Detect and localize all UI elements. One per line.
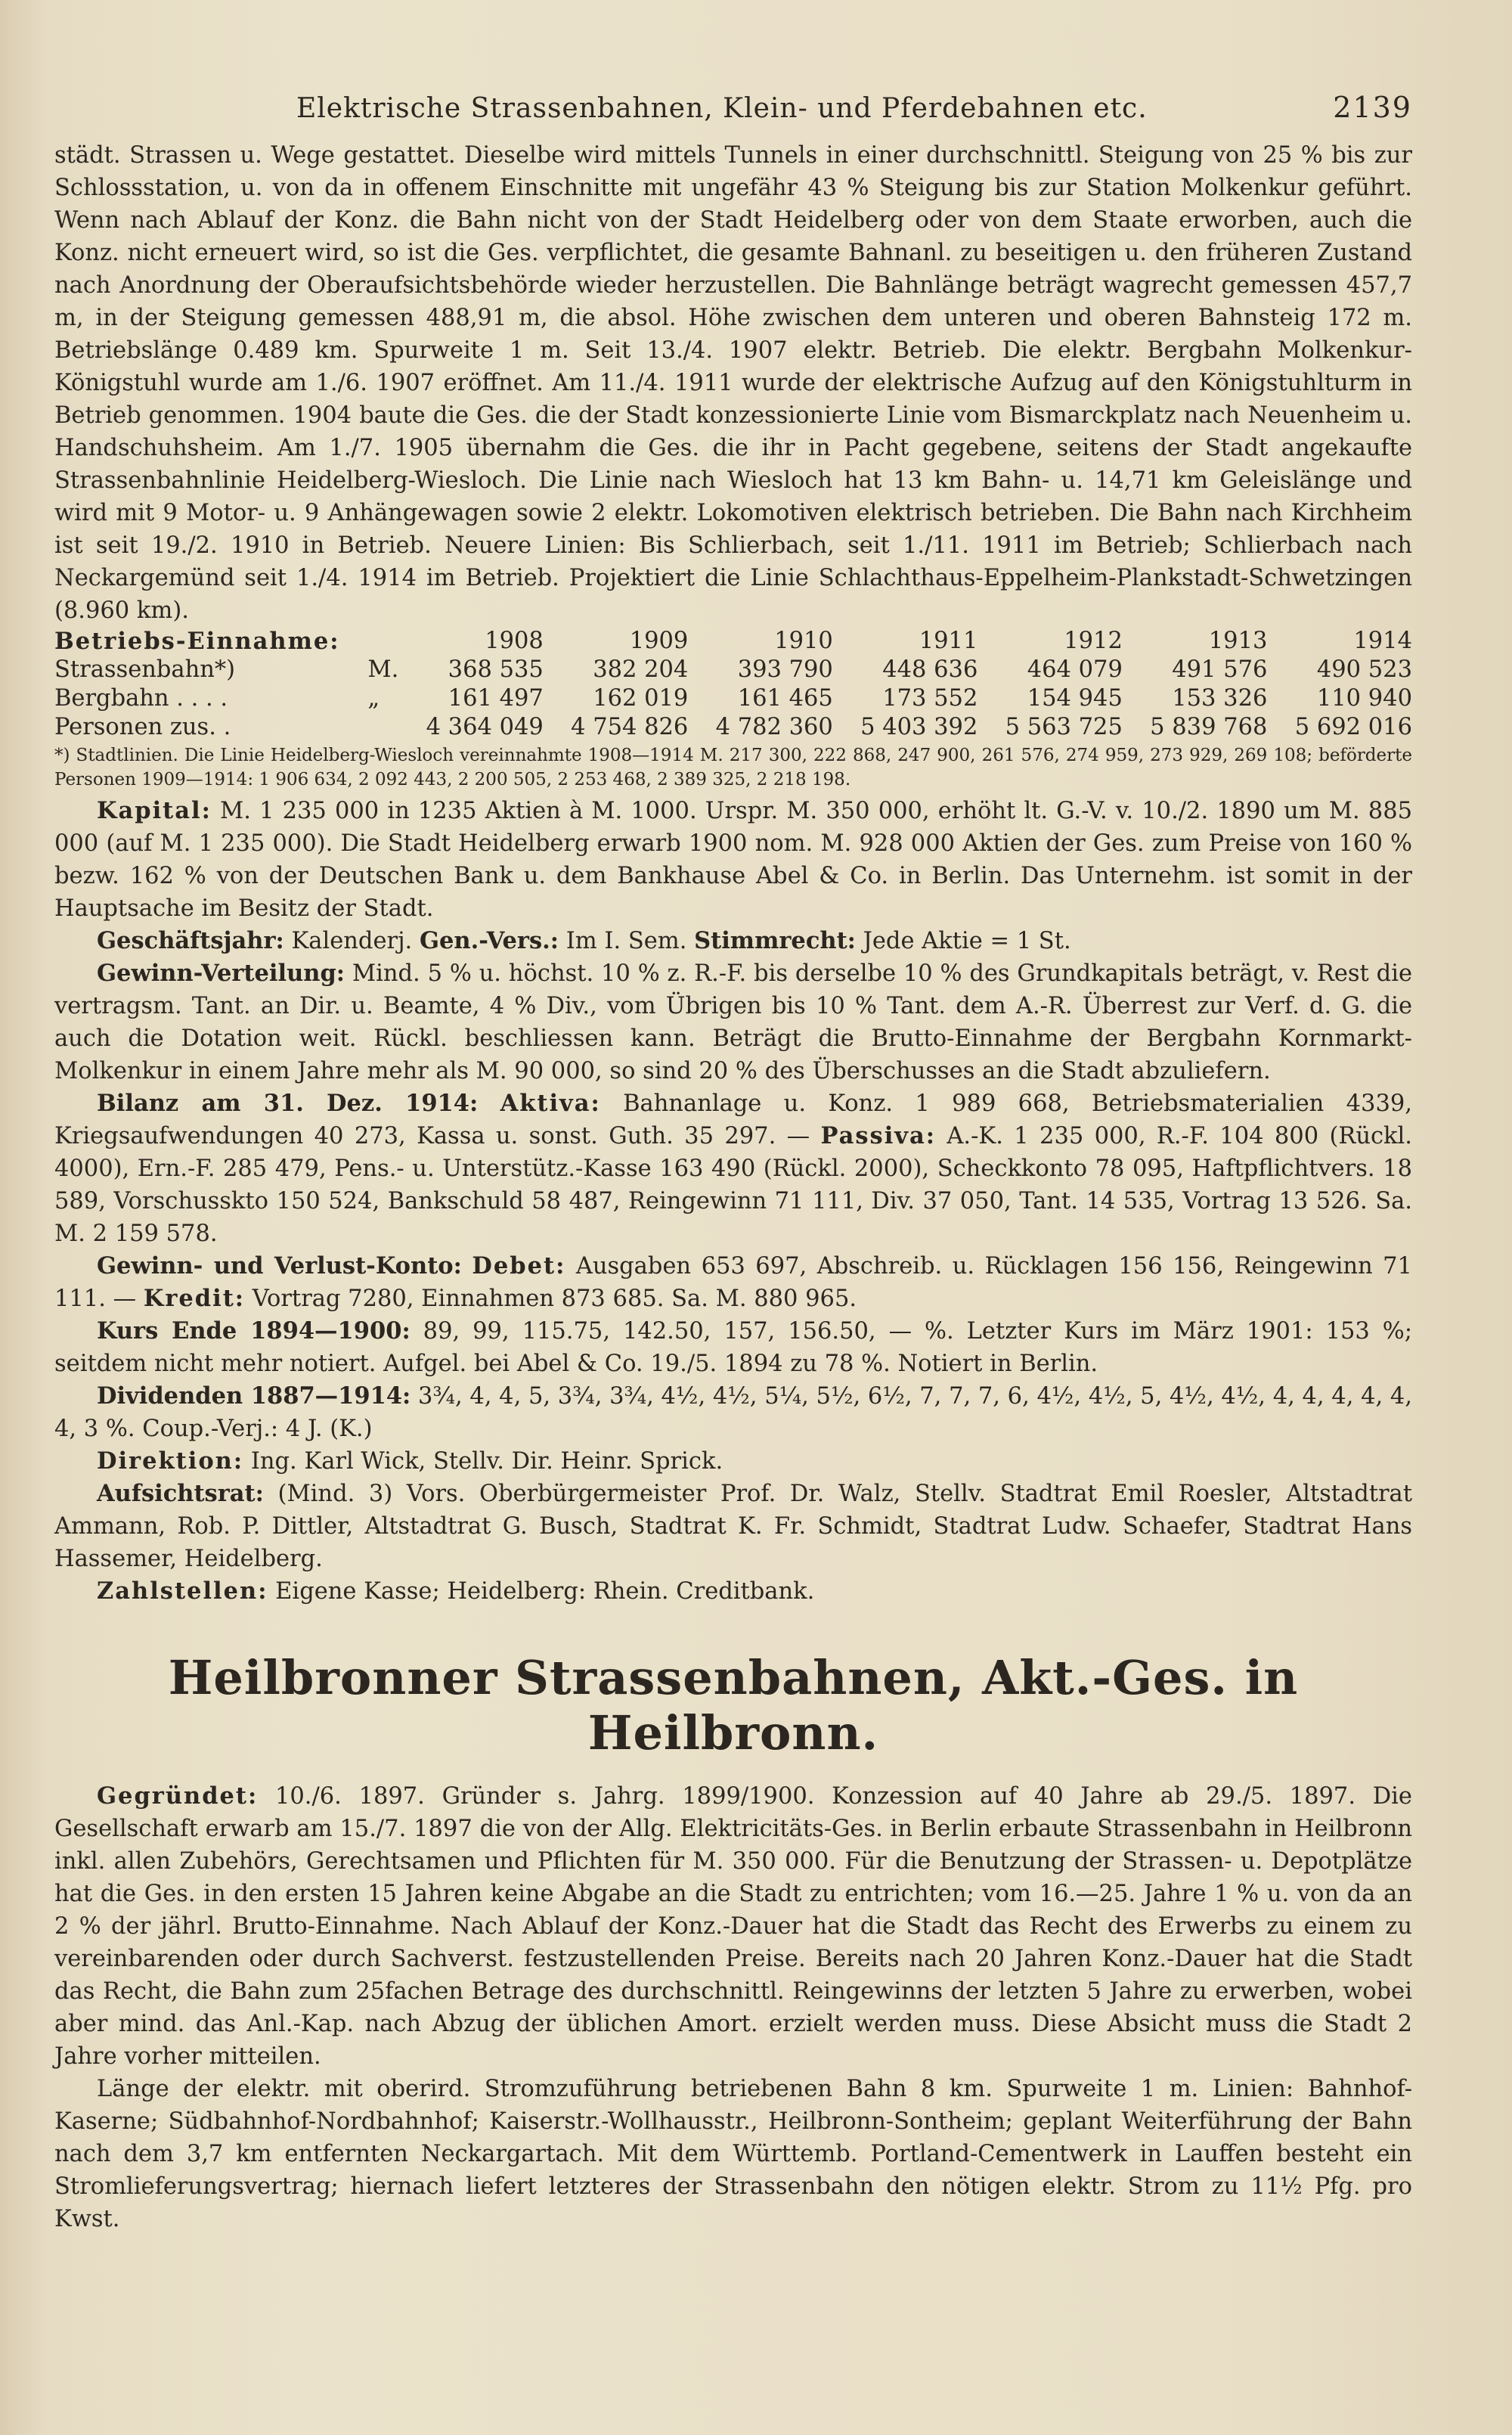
value-cell: 4 782 360: [715, 714, 833, 740]
kurs-label: Kurs Ende 1894—1900:: [97, 1317, 411, 1345]
aufsichtsrat-text: (Mind. 3) Vors. Oberbürgermeister Prof. Dr. Walz, Stellv. Stadtrat Emil Roesler, Altstadtrat Ammann, Rob. P. Dittler, Altstadtrat G. Busch, Stadtrat K. Fr. Schmidt, Stadtrat Ludw. Schaefer, Stadtrat Hans Hassemer, Heidelberg.: [54, 1481, 1412, 1572]
gen-vers-label: Gen.-Vers.:: [419, 927, 559, 954]
table-row: [54, 656, 1412, 684]
dividenden-label: Dividenden 1887—1914:: [97, 1382, 411, 1410]
year-cell: 1913: [1208, 628, 1268, 654]
gv-konto-paragraph: [54, 1250, 1412, 1315]
value-cell: 161 497: [448, 685, 544, 712]
row-label: Bergbahn . . . .: [54, 685, 228, 712]
kredit-text: Vortrag 7280, Einnahmen 873 685. Sa. M. 880 965.: [252, 1286, 857, 1312]
bilanz-paragraph: Bilanz am 31. Dez. 1914: Aktiva: Bahnanlage u. Konz. 1 989 668, Betriebsmaterialien 4339, Kriegsaufwendungen 40 273, Kassa u. sonst. Guth. 35 297. — Passiva: A.-K. 1 235 000, R.-F. 104 800 (Rückl. 4000), Ern.-F. 285 479, Pens.- u. Unterstütz.-Kasse 163 490 (Rückl. 2000), Scheckkonto 78 095, Haftpflichtvers. 18 589, Vorschusskto 150 524, Bankschuld 58 487, Reingewinn 71 111, Div. 37 050, Tant. 14 535, Vortrag 13 526. Sa. M. 2 159 578.: [54, 1090, 1412, 1247]
value-cell: 161 465: [737, 685, 833, 712]
value-cell: 4 364 049: [426, 714, 544, 740]
value-cell: 448 636: [882, 656, 978, 683]
gewinn-label: Gewinn-Verteilung:: [97, 960, 345, 987]
value-cell: 382 204: [593, 656, 689, 683]
value-cell: 154 945: [1027, 685, 1123, 712]
bilanz-label: Bilanz am 31. Dez. 1914:: [97, 1090, 479, 1117]
value-cell: 5 839 768: [1150, 714, 1268, 740]
geschaeftsjahr-paragraph: [54, 925, 1412, 957]
row-label: Personen zus. .: [54, 714, 231, 740]
value-cell: 110 940: [1316, 685, 1412, 712]
zahlstellen-paragraph: [54, 1575, 1412, 1608]
section-title: Heilbronner Strassenbahnen, Akt.-Ges. in Heilbronn.: [168, 1650, 1299, 1760]
aufsichtsrat-label: Aufsichtsrat:: [97, 1480, 264, 1507]
value-cell: 4 754 826: [571, 714, 689, 740]
kurs-paragraph: [54, 1315, 1412, 1380]
geschaeftsjahr-text: Kalenderj.: [291, 928, 413, 954]
passiva-text: A.-K. 1 235 000, R.-F. 104 800 (Rückl. 4000), Ern.-F. 285 479, Pens.- u. Unterstütz.-Kasse 163 490 (Rückl. 2000), Scheckkonto 78 095, Haftpflichtvers. 18 589, Vorschusskto 150 524, Bankschuld 58 487, Reingewinn 71 111, Div. 37 050, Tant. 14 535, Vortrag 13 526. Sa. M. 2 159 578.: [54, 1123, 1412, 1247]
year-cell: 1914: [1353, 628, 1412, 654]
row-unit: [364, 713, 398, 742]
table-row: [54, 684, 1412, 713]
value-cell: 5 692 016: [1294, 714, 1412, 740]
passiva-label: Passiva:: [820, 1122, 937, 1149]
direktion-paragraph: [54, 1445, 1412, 1478]
debet-label: Debet:: [472, 1252, 566, 1280]
aktiva-text: Bahnanlage u. Konz. 1 989 668, Betriebsmaterialien 4339, Kriegsaufwendungen 40 273, Kassa u. sonst. Guth. 35 297.: [54, 1090, 1412, 1149]
kapital-text: M. 1 235 000 in 1235 Aktien à M. 1000. Urspr. M. 350 000, erhöht lt. G.-V. v. 10./2. 1890 um M. 885 000 (auf M. 1 235 000). Die Stadt Heidelberg erwarb 1900 nom. M. 928 000 Aktien der Ges. zum Preise von 160 % bezw. 162 % von der Deutschen Bank u. dem Bankhause Abel & Co. in Berlin. Das Unternehm. ist somit in der Hauptsache im Besitz der Stadt.: [54, 798, 1412, 922]
year-cell: 1911: [919, 628, 978, 654]
income-header-row: [54, 627, 1412, 656]
zahlstellen-label: Zahlstellen:: [97, 1577, 268, 1605]
table-row: [54, 713, 1412, 742]
zahlstellen-text: Eigene Kasse; Heidelberg: Rhein. Creditbank.: [275, 1578, 815, 1605]
geschaeftsjahr-label: Geschäftsjahr:: [97, 927, 284, 954]
debet-text: Ausgaben 653 697, Abschreib. u. Rücklagen 156 156, Reingewinn 71 111. —: [54, 1253, 1412, 1312]
kapital-paragraph: [54, 795, 1412, 925]
value-cell: 153 326: [1172, 685, 1268, 712]
header-title: Elektrische Strassenbahnen, Klein- und Pferdebahnen etc.: [296, 93, 1148, 124]
value-cell: 5 563 725: [1005, 714, 1123, 740]
kapital-label: Kapital:: [97, 797, 212, 824]
page-number: 2139: [1333, 91, 1412, 124]
year-cell: 1909: [629, 628, 689, 654]
row-label: Strassenbahn*): [54, 656, 236, 683]
row-unit: M.: [367, 656, 399, 683]
laenge-paragraph: Länge der elektr. mit oberird. Stromzuführung betriebenen Bahn 8 km. Spurweite 1 m. Linien: Bahnhof-Kaserne; Südbahnhof-Nordbahnhof; Kaiserstr.-Wollhausstr., Heilbronn-Sontheim; geplant Weiterführung der Bahn nach dem 3,7 km entfernten Neckargartach. Mit dem Württemb. Portland-Cementwerk in Lauffen besteht ein Stromlieferungsvertrag; hiernach liefert letzteres der Strassenbahn den nötigen elektr. Strom zu 11½ Pfg. pro Kwst.: [54, 2076, 1412, 2232]
row-unit: „: [367, 685, 380, 712]
year-cell: 1908: [485, 628, 544, 654]
stimmrecht-label: Stimmrecht:: [694, 927, 856, 954]
year-cell: 1910: [774, 628, 833, 654]
value-cell: 162 019: [593, 685, 689, 712]
text-column: [54, 91, 1412, 2235]
value-cell: 368 535: [448, 656, 544, 683]
value-cell: 173 552: [882, 685, 978, 712]
direktion-label: Direktion:: [97, 1447, 244, 1475]
heidelberg-description: städt. Strassen u. Wege gestattet. Dieselbe wird mittels Tunnels in einer durchschnittl. Steigung von 25 % bis zur Schlossstation, u. von da in offenem Einschnitte mit ungefähr 43 % Steigung bis zur Station Molkenkur geführt. Wenn nach Ablauf der Konz. die Bahn nicht von der Stadt Heidelberg oder von dem Staate erworben, auch die Konz. nicht erneuert wird, so ist die Ges. verpflichtet, die gesamte Bahnanl. zu beseitigen u. den früheren Zustand nach Anordnung der Oberaufsichtsbehörde wieder herzustellen. Die Bahnlänge beträgt wagrecht gemessen 457,7 m, in der Steigung gemessen 488,91 m, die absol. Höhe zwischen dem unteren und oberen Bahnsteig 172 m. Betriebslänge 0.489 km. Spurweite 1 m. Seit 13./4. 1907 elektr. Betrieb. Die elektr. Bergbahn Molkenkur-Königstuhl wurde am 1./6. 1907 eröffnet. Am 11./4. 1911 wurde der elektrische Aufzug auf den Königstuhlturm in Betrieb genommen. 1904 baute die Ges. die der Stadt konzessionierte Linie vom Bismarckplatz nach Neuenheim u. Handschuhsheim. Am 1./7. 1905 übernahm die Ges. die ihr in Pacht gegebene, seitens der Stadt angekaufte Strassenbahnlinie Heidelberg-Wiesloch. Die Linie nach Wiesloch hat 13 km Bahn- u. 14,71 km Geleislänge und wird mit 9 Motor- u. 9 Anhängewagen sowie 2 elektr. Lokomotiven elektrisch betrieben. Die Bahn nach Kirchheim ist seit 19./2. 1910 in Betrieb. Neuere Linien: Bis Schlierbach, seit 1./11. 1911 im Betrieb; Schlierbach nach Neckargemünd seit 1./4. 1914 im Betrieb. Projektiert die Linie Schlachthaus-Eppelheim-Plankstadt-Schwetzingen (8.960 km).: [54, 142, 1412, 624]
value-cell: 491 576: [1172, 656, 1268, 683]
value-cell: 490 523: [1316, 656, 1412, 683]
income-footnote: *) Stadtlinien. Die Linie Heidelberg-Wiesloch vereinnahmte 1908—1914 M. 217 300, 222 868, 247 900, 261 576, 274 959, 273 929, 269 108; beförderte Personen 1909—1914: 1 906 634, 2 092 443, 2 200 505, 2 253 468, 2 389 325, 2 218 198.: [54, 746, 1412, 789]
value-cell: 5 403 392: [860, 714, 978, 740]
gegruendet-label: Gegründet:: [97, 1782, 259, 1810]
value-cell: 393 790: [737, 656, 833, 683]
gewinn-paragraph: [54, 957, 1412, 1087]
dividenden-text: 3¾, 4, 4, 5, 3¾, 3¾, 4½, 4½, 5¼, 5½, 6½, 7, 7, 7, 6, 4½, 4½, 5, 4½, 4½, 4, 4, 4, 4, 4, 4, 3 %. Coup.-Verj.: 4 J. (K.): [54, 1383, 1412, 1442]
income-label: Betriebs-Einnahme:: [54, 628, 340, 655]
income-table: [54, 627, 1412, 742]
gegruendet-paragraph: [54, 1780, 1412, 2073]
kredit-label: Kredit:: [143, 1285, 246, 1312]
direktion-text: Ing. Karl Wick, Stellv. Dir. Heinr. Sprick.: [250, 1448, 723, 1475]
aktiva-label: Aktiva:: [500, 1090, 601, 1117]
value-cell: 464 079: [1027, 656, 1123, 683]
gegruendet-text: 10./6. 1897. Gründer s. Jahrg. 1899/1900. Konzession auf 40 Jahre ab 29./5. 1897. Die Gesellschaft erwarb am 15./7. 1897 die von der Allg. Elektricitäts-Ges. in Berlin erbaute Strassenbahn in Heilbronn inkl. allen Zubehörs, Gerechtsamen und Pflichten für M. 350 000. Für die Benutzung der Strassen- u. Depotplätze hat die Ges. in den ersten 15 Jahren keine Abgabe an die Stadt zu entrichten; vom 16.—25. Jahre 1 % u. von da an 2 % der jährl. Brutto-Einnahme. Nach Ablauf der Konz.-Dauer hat die Stadt das Recht des Erwerbs zu einem zu vereinbarenden oder durch Sachverst. festzustellenden Preise. Bereits nach 20 Jahren Konz.-Dauer hat die Stadt das Recht, die Bahn zum 25fachen Betrage des durchschnittl. Reingewinns der letzten 5 Jahre zu erwerben, wobei aber mind. das Anl.-Kap. nach Abzug der üblichen Amort. erzielt werden muss. Diese Absicht muss die Stadt 2 Jahre vorher mitteilen.: [54, 1783, 1412, 2070]
gewinn-text: Mind. 5 % u. höchst. 10 % z. R.-F. bis derselbe 10 % des Grundkapitals beträgt, v. Rest die vertragsm. Tant. an Dir. u. Beamte, 4 % Div., vom Übrigen bis 10 % Tant. dem A.-R. Überrest zur Verf. d. G. die auch die Dotation weit. Rückl. beschliessen kann. Beträgt die Brutto-Einnahme der Bergbahn Kornmarkt-Molkenkur in einem Jahre mehr als M. 90 000, so sind 20 % des Überschusses an die Stadt abzuliefern.: [54, 960, 1412, 1084]
year-cell: 1912: [1064, 628, 1123, 654]
aufsichtsrat-paragraph: [54, 1478, 1412, 1575]
gen-vers-text: Im I. Sem.: [565, 928, 687, 954]
stimmrecht-text: Jede Aktie = 1 St.: [863, 928, 1071, 954]
gv-konto-label: Gewinn- und Verlust-Konto:: [97, 1252, 462, 1280]
running-header: [54, 91, 1412, 139]
dividenden-paragraph: [54, 1380, 1412, 1445]
kurs-text: 89, 99, 115.75, 142.50, 157, 156.50, — %. Letzter Kurs im März 1901: 153 %; seitdem nicht mehr notiert. Aufgel. bei Abel & Co. 19./5. 1894 zu 78 %. Notiert in Berlin.: [54, 1318, 1412, 1377]
